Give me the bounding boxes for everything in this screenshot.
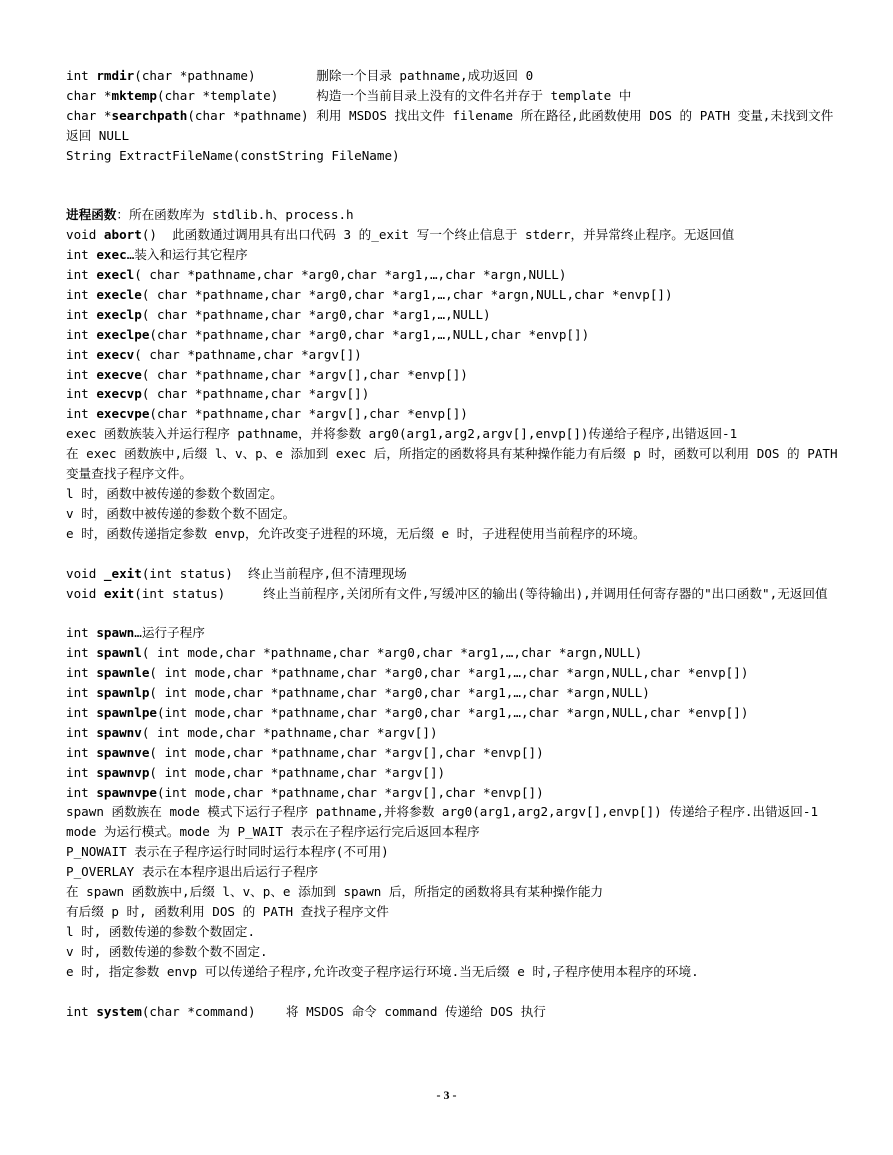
text-line <box>66 842 838 862</box>
text-line <box>66 743 838 763</box>
text-span: ( char *pathname,char *argv[]) <box>141 386 370 402</box>
text-span: int <box>66 1003 97 1019</box>
text-span: (int status) 终止当前程序,但不清理现场 <box>141 565 407 581</box>
text-line <box>66 1002 838 1022</box>
text-line <box>66 86 838 106</box>
text-line <box>66 524 838 544</box>
text-span: int <box>66 366 97 382</box>
text-span: v 时，函数中被传递的参数个数不固定。 <box>66 505 296 521</box>
page-number: - 3 - <box>436 1088 457 1102</box>
text-span: ( char *pathname,char *argv[],char *envp[]) <box>141 366 468 382</box>
function-name: exit <box>103 585 135 601</box>
text-span: 在 exec 函数族中,后缀 l、v、p、e 添加到 exec 后，所指定的函数将具有某种操作能力有后缀 p 时，函数可以利用 DOS 的 PATH 变量查找子程序文件。 <box>66 446 846 482</box>
text-span: int <box>66 247 97 263</box>
function-name: abort <box>103 227 142 243</box>
text-line <box>66 922 838 942</box>
text-line <box>66 862 838 882</box>
text-span: int <box>66 306 97 322</box>
text-span: ( char *pathname,char *arg0,char *arg1,…,NULL) <box>141 306 491 322</box>
blank-line <box>66 185 838 205</box>
text-span: (char *template) 构造一个当前目录上没有的文件名并存于 template 中 <box>157 87 632 103</box>
function-name: mktemp <box>111 87 157 103</box>
text-span: P_NOWAIT 表示在子程序运行时同时运行本程序(不可用) <box>66 844 389 860</box>
text-span: ( int mode,char *pathname,char *argv[]) <box>141 724 438 740</box>
text-span: (char *pathname) 利用 MSDOS 找出文件 filename 所在路径,此函数使用 DOS 的 PATH 变量,未找到文件返回 NULL <box>66 107 834 143</box>
text-span: int <box>66 406 97 422</box>
text-span: (char *pathname,char *argv[],char *envp[]) <box>149 406 468 422</box>
function-name: execvpe <box>96 406 150 422</box>
text-span: void <box>66 227 104 243</box>
function-name: exec <box>96 247 127 263</box>
text-line <box>66 305 838 325</box>
text-span: int <box>66 744 97 760</box>
text-line <box>66 942 838 962</box>
text-line <box>66 584 838 604</box>
text-line <box>66 703 838 723</box>
text-span: int <box>66 267 97 283</box>
blank-line <box>66 544 838 564</box>
text-span: int <box>66 68 97 83</box>
function-name: execve <box>96 366 142 382</box>
text-line <box>66 962 838 982</box>
text-span: ( char *pathname,char *argv[]) <box>134 346 362 362</box>
text-span: …装入和运行其它程序 <box>126 247 248 263</box>
text-line <box>66 106 838 146</box>
function-name: spawnve <box>96 744 150 760</box>
text-line <box>66 225 838 245</box>
function-name: _exit <box>103 565 142 581</box>
function-name: system <box>96 1003 142 1019</box>
text-line <box>66 245 838 265</box>
text-span: ：所在函数库为 stdlib.h、process.h <box>116 207 354 223</box>
text-span: v 时, 函数传递的参数个数不固定. <box>66 943 268 959</box>
text-line <box>66 484 838 504</box>
text-line <box>66 285 838 305</box>
text-line <box>66 504 838 524</box>
text-line <box>66 365 838 385</box>
function-name: spawnle <box>96 665 150 681</box>
text-span: ( int mode,char *pathname,char *arg0,char *arg1,…,char *argn,NULL) <box>149 685 650 701</box>
text-line <box>66 325 838 345</box>
text-line <box>66 822 838 842</box>
function-name: searchpath <box>111 107 188 123</box>
text-span: ( int mode,char *pathname,char *arg0,char *arg1,…,char *argn,NULL,char *envp[]) <box>149 665 749 681</box>
text-span: int <box>66 386 97 402</box>
function-name: spawnlpe <box>96 704 158 720</box>
text-span: (int status) 终止当前程序,关闭所有文件,写缓冲区的输出(等待输出),并调用任何寄存器的"出口函数",无返回值 <box>134 585 828 601</box>
text-span: ( char *pathname,char *arg0,char *arg1,…,char *argn,NULL,char *envp[]) <box>141 286 673 302</box>
text-line <box>66 146 838 166</box>
document-body <box>66 66 846 1021</box>
text-line <box>66 265 838 285</box>
text-span: int <box>66 784 97 800</box>
function-name: execle <box>96 286 142 302</box>
text-span: char * <box>66 107 112 123</box>
function-name: spawn <box>96 625 135 641</box>
text-line <box>66 384 838 404</box>
text-line <box>66 783 838 803</box>
text-span: int <box>66 326 97 342</box>
blank-line <box>66 166 838 186</box>
text-span: mode 为运行模式。mode 为 P_WAIT 表示在子程序运行完后返回本程序 <box>66 824 480 840</box>
text-span: void <box>66 565 104 581</box>
text-span: (int mode,char *pathname,char *argv[],char *envp[]) <box>157 784 544 800</box>
text-span: exec 函数族装入并运行程序 pathname，并将参数 arg0(arg1,arg2,argv[],envp[])传递给子程序,出错返回-1 <box>66 426 738 442</box>
text-line <box>66 564 838 584</box>
text-line <box>66 643 838 663</box>
function-name: spawnv <box>96 724 142 740</box>
text-span: int <box>66 704 97 720</box>
text-line <box>66 802 838 822</box>
function-name: spawnlp <box>96 685 150 701</box>
text-span: 在 spawn 函数族中,后缀 l、v、p、e 添加到 spawn 后，所指定的函数将具有某种操作能力 <box>66 884 604 900</box>
text-span: l 时, 函数传递的参数个数固定. <box>66 923 256 939</box>
function-name: rmdir <box>96 68 135 83</box>
text-line <box>66 723 838 743</box>
blank-line <box>66 603 838 623</box>
text-span: (int mode,char *pathname,char *arg0,char *arg1,…,char *argn,NULL,char *envp[]) <box>157 704 749 720</box>
text-span: int <box>66 625 97 641</box>
text-span: spawn 函数族在 mode 模式下运行子程序 pathname,并将参数 arg0(arg1,arg2,argv[],envp[]) 传递给子程序.出错返回-1 <box>66 804 819 820</box>
text-span: int <box>66 665 97 681</box>
text-line <box>66 345 838 365</box>
text-line <box>66 424 838 444</box>
blank-line <box>66 982 838 1002</box>
function-name: execlp <box>96 306 142 322</box>
section-title: 进程函数 <box>66 207 117 223</box>
text-span: ( int mode,char *pathname,char *argv[]) <box>149 764 446 780</box>
function-name: spawnvpe <box>96 784 158 800</box>
text-span: String ExtractFileName(constString FileName) <box>66 147 400 163</box>
text-span: (char *pathname,char *arg0,char *arg1,…,NULL,char *envp[]) <box>149 326 590 342</box>
text-line <box>66 66 838 86</box>
text-line <box>66 902 838 922</box>
text-span: P_OVERLAY 表示在本程序退出后运行子程序 <box>66 864 319 880</box>
text-span: (char *pathname) 删除一个目录 pathname,成功返回 0 <box>134 68 534 83</box>
text-span: ( char *pathname,char *arg0,char *arg1,…,char *argn,NULL) <box>134 267 567 283</box>
function-name: execl <box>96 267 135 283</box>
text-span: (char *command) 将 MSDOS 命令 command 传递给 DOS 执行 <box>141 1003 546 1019</box>
text-span: int <box>66 645 97 661</box>
text-line <box>66 205 838 225</box>
text-span: ( int mode,char *pathname,char *argv[],char *envp[]) <box>149 744 544 760</box>
text-span: l 时，函数中被传递的参数个数固定。 <box>66 486 283 501</box>
text-span: void <box>66 585 104 601</box>
text-span: () 此函数通过调用具有出口代码 3 的_exit 写一个终止信息于 stderr，并异常终止程序。无返回值 <box>141 227 735 243</box>
text-span: e 时, 指定参数 envp 可以传递给子程序,允许改变子程序运行环境.当无后缀 e 时,子程序使用本程序的环境. <box>66 963 699 979</box>
text-span: 有后缀 p 时, 函数利用 DOS 的 PATH 查找子程序文件 <box>66 904 389 919</box>
text-span: int <box>66 286 97 302</box>
function-name: spawnl <box>96 645 142 661</box>
text-span: char * <box>66 87 112 103</box>
text-span: int <box>66 346 97 362</box>
text-line <box>66 882 838 902</box>
text-line <box>66 623 838 643</box>
function-name: execlpe <box>96 326 150 342</box>
text-line <box>66 663 838 683</box>
function-name: execv <box>96 346 135 362</box>
text-span: e 时，函数传递指定参数 envp，允许改变子进程的环境，无后缀 e 时，子进程使用当前程序的环境。 <box>66 525 646 541</box>
text-line <box>66 404 838 424</box>
text-span: int <box>66 685 97 701</box>
function-name: spawnvp <box>96 764 150 780</box>
text-line <box>66 763 838 783</box>
text-line <box>66 444 846 484</box>
text-span: …运行子程序 <box>134 625 205 641</box>
text-span: int <box>66 764 97 780</box>
text-span: int <box>66 724 97 740</box>
text-span: ( int mode,char *pathname,char *arg0,char *arg1,…,char *argn,NULL) <box>141 645 643 661</box>
text-line <box>66 683 838 703</box>
function-name: execvp <box>96 386 142 402</box>
